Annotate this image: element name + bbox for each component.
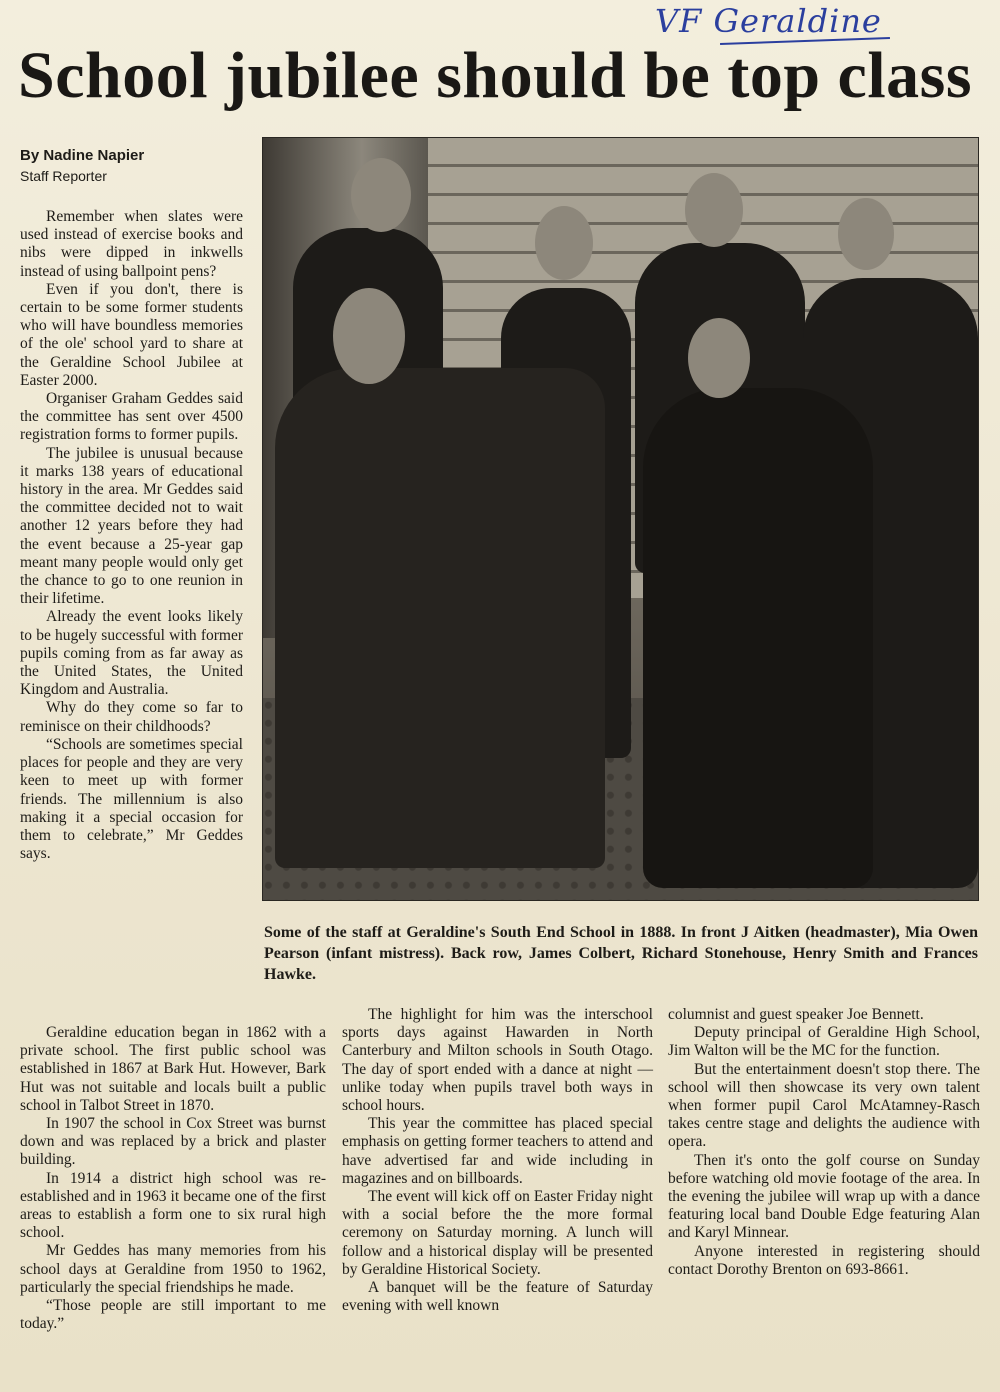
historical-staff-photo <box>262 137 979 901</box>
paragraph: Even if you don't, there is certain to be some former students who will have boundless memories of the ole' school yard to share at the Geraldine School Jubilee at Easter 2000. <box>20 280 243 389</box>
byline: By Nadine Napier <box>20 147 145 164</box>
figure-head <box>535 206 593 280</box>
figure-woman-seated <box>643 388 873 888</box>
paragraph: Mr Geddes has many memories from his school days at Geraldine from 1950 to 1962, particularly the special friendships he made. <box>20 1242 326 1296</box>
article-column-1 <box>20 208 243 863</box>
paragraph: Organiser Graham Geddes said the committee has sent over 4500 registration forms to former pupils. <box>20 390 243 444</box>
paragraph: Geraldine education began in 1862 with a private school. The first public school was established in 1867 at Bark Hut. However, Bark Hut was not suitable and locals built a public school in Talbot Street in 1870. <box>20 1024 326 1114</box>
paragraph: But the entertainment doesn't stop there. The school will then showcase its very own talent when former pupil Carol McAtamney-Rasch takes centre stage and delights the audience with opera. <box>668 1060 980 1151</box>
paragraph: Why do they come so far to reminisce on their childhoods? <box>20 699 243 735</box>
article-column-2 <box>342 1006 653 1315</box>
paragraph: The jubilee is unusual because it marks 138 years of educational history in the area. Mr Geddes said the committee decided not to wait another 12 years before they had the event because a 25-year gap meant many people would only get the chance to go to one reunion in their lifetime. <box>20 444 243 608</box>
handwritten-note: VF Geraldine <box>655 2 882 40</box>
paragraph: This year the committee has placed special emphasis on getting former teachers to attend and have advertised far and wide including in magazines and on billboards. <box>342 1115 653 1187</box>
paragraph: Already the event looks likely to be hugely successful with former pupils coming from as far away as the United States, the United Kingdom and Australia. <box>20 608 243 699</box>
paragraph: Anyone interested in registering should contact Dorothy Brenton on 693-8661. <box>668 1242 980 1278</box>
paragraph: In 1914 a district high school was re-established and in 1963 it became one of the first areas to establish a form one to six rural high school. <box>20 1169 326 1242</box>
paragraph: “Those people are still important to me today.” <box>20 1297 326 1333</box>
paragraph: The highlight for him was the interschool sports days against Hawarden in North Canterbury and Milton schools in South Otago. The day of sport ended with a dance at night — unlike today when pupils travel both ways in school hours. <box>342 1006 653 1115</box>
paragraph: In 1907 the school in Cox Street was burnst down and was replaced by a brick and plaster building. <box>20 1115 326 1169</box>
reporter-title: Staff Reporter <box>20 168 107 184</box>
figure-headmaster-seated <box>275 368 605 868</box>
figure-head <box>333 288 405 384</box>
figure-head <box>688 318 750 398</box>
figure-head <box>351 158 411 232</box>
paragraph: Remember when slates were used instead of exercise books and nibs were dipped in inkwells instead of using ballpoint pens? <box>20 208 243 280</box>
article-column-1-continued <box>20 1024 326 1333</box>
article-column-3 <box>668 1006 980 1279</box>
photo-caption: Some of the staff at Geraldine's South End School in 1888. In front J Aitken (headmaster), Mia Owen Pearson (infant mistress). Back row, James Colbert, Richard Stonehouse, Henry Smith and Frances Hawke. <box>264 924 978 983</box>
headline: School jubilee should be top class <box>18 39 973 112</box>
figure-head <box>685 173 743 247</box>
paragraph: “Schools are sometimes special places for people and they are very keen to meet up with former friends. The millennium is also making it a special occasion for them to celebrate,” Mr Geddes says. <box>20 735 243 863</box>
paragraph: Deputy principal of Geraldine High School, Jim Walton will be the MC for the function. <box>668 1024 980 1060</box>
paragraph: A banquet will be the feature of Saturday evening with well known <box>342 1279 653 1315</box>
figure-head <box>838 198 894 270</box>
paragraph: columnist and guest speaker Joe Bennett. <box>668 1006 924 1023</box>
paragraph: Then it's onto the golf course on Sunday before watching old movie footage of the area. In the evening the jubilee will wrap up with a dance featuring local band Double Edge featuring Alan and Karyl Minnear. <box>668 1151 980 1242</box>
paragraph: The event will kick off on Easter Friday night with a social before the the more formal ceremony on Saturday morning. A lunch will follow and a historical display will be presented by Geraldine Historical Society. <box>342 1188 653 1278</box>
